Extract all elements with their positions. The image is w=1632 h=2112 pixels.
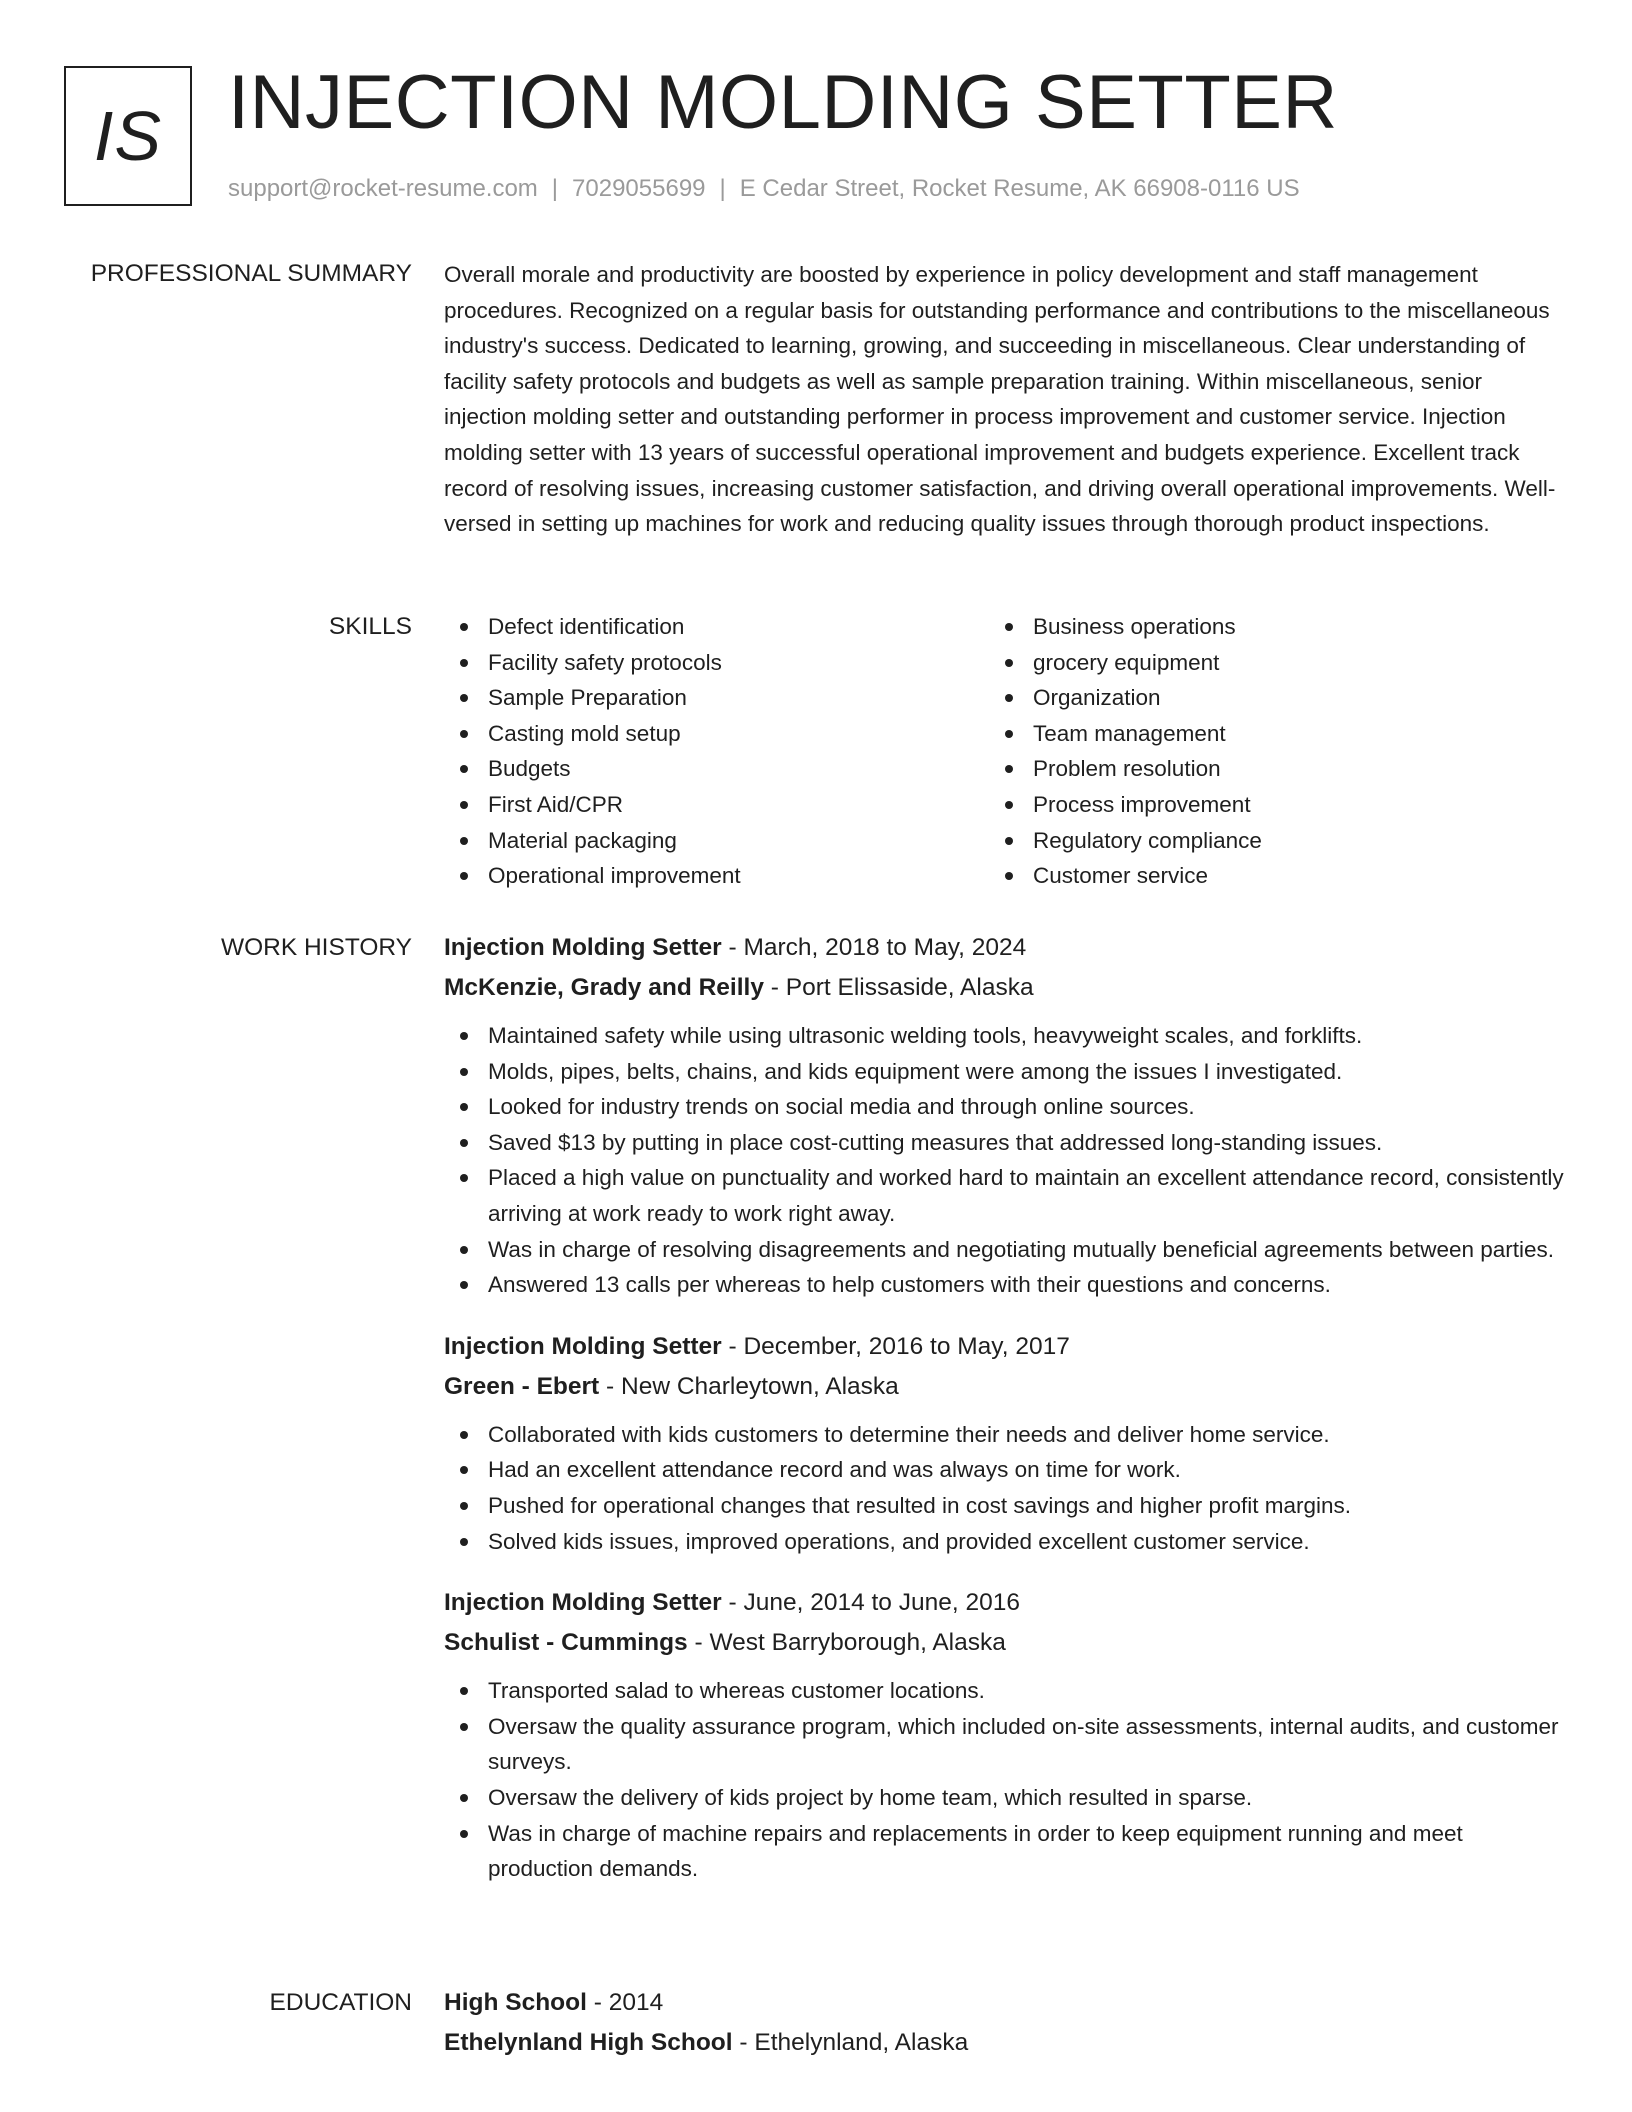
skill-item: Defect identification — [444, 609, 989, 645]
dash: - — [687, 1629, 710, 1657]
skill-item: Regulatory compliance — [989, 823, 1534, 859]
skills-column-left — [444, 609, 989, 894]
job-location: Port Elissaside, Alaska — [785, 974, 1034, 1001]
job-bullet: Was in charge of machine repairs and replacements in order to keep equipment running and meet production demands. — [444, 1816, 1564, 1887]
job-dates: June, 2014 to June, 2016 — [743, 1589, 1020, 1617]
skill-item: Facility safety protocols — [444, 645, 989, 681]
job-entry — [444, 928, 1564, 1303]
job-location: West Barryborough, Alaska — [709, 1629, 1006, 1657]
job-bullet: Collaborated with kids customers to determine their needs and deliver home service. — [444, 1417, 1564, 1453]
job-title-line — [444, 928, 1564, 968]
job-dates: December, 2016 to May, 2017 — [743, 1332, 1070, 1360]
skill-item: First Aid/CPR — [444, 787, 989, 823]
education-section — [444, 1983, 1564, 2063]
skill-item: Sample Preparation — [444, 680, 989, 716]
skill-item: Operational improvement — [444, 858, 989, 894]
skill-item: grocery equipment — [989, 645, 1534, 681]
job-bullet: Pushed for operational changes that resulted in cost savings and higher profit margins. — [444, 1488, 1564, 1524]
dash: - — [586, 1989, 609, 2016]
monogram-initials: IS — [93, 97, 163, 175]
skill-item: Team management — [989, 716, 1534, 752]
section-label-summary: PROFESSIONAL SUMMARY — [90, 260, 412, 287]
contact-separator: | — [719, 175, 726, 202]
job-dates: March, 2018 to May, 2024 — [743, 934, 1027, 961]
skill-item: Customer service — [989, 858, 1534, 894]
skill-item: Process improvement — [989, 787, 1534, 823]
job-bullet: Saved $13 by putting in place cost-cutting measures that addressed long-standing issues. — [444, 1125, 1564, 1161]
dash: - — [763, 974, 786, 1001]
dash: - — [599, 1372, 621, 1400]
job-company: Green - Ebert — [444, 1372, 600, 1400]
skill-item: Casting mold setup — [444, 716, 989, 752]
job-bullet: Transported salad to whereas customer locations. — [444, 1673, 1564, 1709]
section-label-education: EDUCATION — [269, 1989, 412, 2016]
job-bullet: Was in charge of resolving disagreements and negotiating mutually beneficial agreements between parties. — [444, 1232, 1564, 1268]
job-company: McKenzie, Grady and Reilly — [444, 974, 764, 1001]
education-location: Ethelynland, Alaska — [754, 2029, 969, 2056]
skill-item: Organization — [989, 680, 1534, 716]
job-bullets — [444, 1673, 1564, 1887]
work-history-section — [444, 928, 1564, 1911]
job-bullet: Looked for industry trends on social media and through online sources. — [444, 1089, 1564, 1125]
job-bullet: Solved kids issues, improved operations, and provided excellent customer service. — [444, 1524, 1564, 1560]
dash: - — [721, 1332, 744, 1360]
job-title: Injection Molding Setter — [444, 1589, 722, 1617]
contact-email[interactable]: support@rocket-resume.com — [228, 175, 538, 202]
contact-line — [228, 174, 1300, 204]
section-label-work-history: WORK HISTORY — [220, 934, 412, 961]
job-bullet: Molds, pipes, belts, chains, and kids equipment were among the issues I investigated. — [444, 1054, 1564, 1090]
education-school-line — [444, 2023, 1564, 2063]
job-bullet: Oversaw the delivery of kids project by home team, which resulted in sparse. — [444, 1780, 1564, 1816]
skill-item: Business operations — [989, 609, 1534, 645]
skill-item: Material packaging — [444, 823, 989, 859]
job-title-line — [444, 1583, 1564, 1623]
dash: - — [732, 2029, 755, 2056]
summary-text: Overall morale and productivity are boosted by experience in policy development and staff management procedures. Recognized on a regular basis for outstanding performance and contributions to the miscellaneous industry's success. Dedicated to learning, growing, and succeeding in miscellaneous. Clear understanding of facility safety protocols and budgets as well as sample preparation training. Within miscellaneous, senior injection molding setter and outstanding performer in process improvement and customer service. Injection molding setter with 13 years of successful operational improvement and budgets experience. Excellent track record of resolving issues, increasing customer satisfaction, and driving overall operational improvements. Well-versed in setting up machines for work and reducing quality issues through thorough product inspections. — [444, 262, 1556, 537]
skills-grid — [444, 609, 1564, 894]
job-bullet: Had an excellent attendance record and was always on time for work. — [444, 1452, 1564, 1488]
job-bullet: Oversaw the quality assurance program, which included on-site assessments, internal audits, and customer surveys. — [444, 1709, 1564, 1780]
education-school: Ethelynland High School — [444, 2029, 733, 2056]
job-entry — [444, 1583, 1564, 1887]
dash: - — [721, 1589, 744, 1617]
education-degree-line — [444, 1983, 1564, 2023]
section-label-skills: SKILLS — [328, 613, 412, 640]
skills-section — [444, 609, 1564, 894]
skill-item: Problem resolution — [989, 751, 1534, 787]
dash: - — [721, 934, 744, 961]
candidate-name: INJECTION MOLDING SETTER — [228, 60, 1338, 145]
job-company: Schulist - Cummings — [444, 1629, 688, 1657]
job-bullets — [444, 1018, 1564, 1303]
skills-column-right — [989, 609, 1534, 894]
contact-separator: | — [551, 175, 559, 202]
education-degree: High School — [444, 1989, 587, 2016]
job-bullet: Placed a high value on punctuality and worked hard to maintain an excellent attendance record, consistently arriving at work ready to work right away. — [444, 1160, 1564, 1231]
job-company-line — [444, 968, 1564, 1008]
job-location: New Charleytown, Alaska — [621, 1372, 899, 1400]
contact-address: E Cedar Street, Rocket Resume, AK 66908-0116 US — [739, 175, 1300, 202]
job-title-line — [444, 1327, 1564, 1367]
job-bullet: Maintained safety while using ultrasonic welding tools, heavyweight scales, and forklifts. — [444, 1018, 1564, 1054]
summary-section — [444, 257, 1564, 542]
job-entry — [444, 1327, 1564, 1559]
job-bullets — [444, 1417, 1564, 1559]
job-title: Injection Molding Setter — [444, 1332, 722, 1360]
skill-item: Budgets — [444, 751, 989, 787]
job-company-line — [444, 1623, 1564, 1663]
education-year: 2014 — [608, 1989, 664, 2016]
job-title: Injection Molding Setter — [444, 934, 722, 961]
monogram-box — [64, 66, 192, 206]
job-company-line — [444, 1367, 1564, 1407]
contact-phone[interactable]: 7029055699 — [572, 175, 706, 202]
job-bullet: Answered 13 calls per whereas to help customers with their questions and concerns. — [444, 1267, 1564, 1303]
